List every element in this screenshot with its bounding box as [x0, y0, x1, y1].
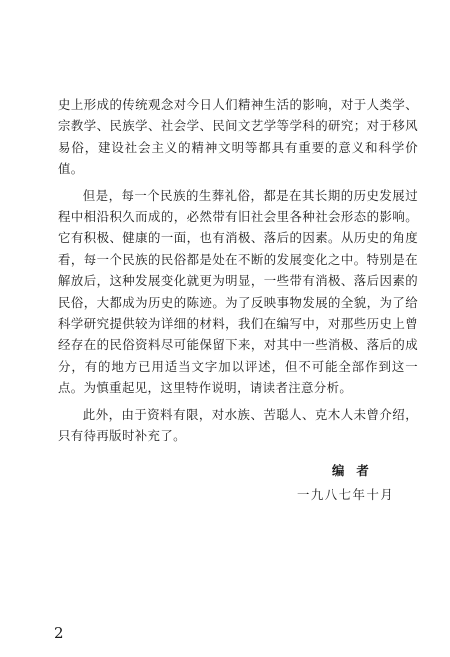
paragraph-funeral-customs: 但是，每一个民族的生葬礼俗，都是在其长期的历史发展过程中相沿积久而成的，必然带有旧社会里各种社会形态的影响。它有积极、健康的一面，也有消极、落后的因素。从历史的角度看，每一个民族的民俗都是处在不断的发展变化之中。特别是在解放后，这种发展变化就更为明显，一些带有消极、落后因素的民俗，大都成为历史的陈迹。为了反映事物发展的全貌，为了给科学研究提供较为详细的材料，我们在编写中，对那些历史上曾经存在的民俗资料尽可能保留下来，对其中一些消极、落后的成分，有的地方已用适当文字加以评述，但不可能全部作到这一点。为慎重起见，这里特作说明，请读者注意分析。	[58, 187, 418, 396]
body-text	[58, 94, 418, 452]
page-number: 2	[54, 624, 64, 642]
publication-date: 一九八七年十月	[297, 487, 395, 502]
paragraph-supplement-note: 此外，由于资料有限，对水族、苦聪人、克木人未曾介绍，只有待再版时补充了。	[58, 406, 418, 444]
editor-signature: 编者	[332, 463, 381, 478]
paragraph-continued: 史上形成的传统观念对今日人们精神生活的影响，对于人类学、宗教学、民族学、社会学、民间文艺学等学科的研究；对于移风易俗，建设社会主义的精神文明等都具有重要的意义和科学价值。	[58, 97, 418, 177]
